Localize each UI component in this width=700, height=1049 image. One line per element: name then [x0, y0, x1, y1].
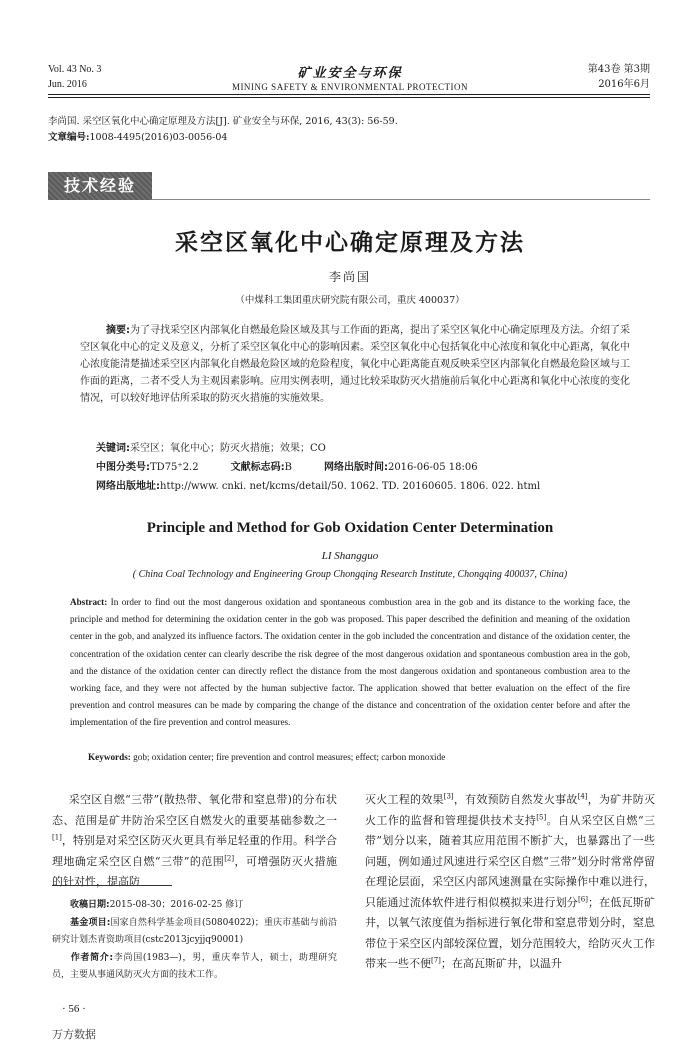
- fund-label: 基金项目:: [70, 917, 111, 928]
- abstract-en: [70, 594, 630, 732]
- keywords-cn-label: 关键词:: [96, 443, 130, 454]
- keywords-en-label: Keywords:: [88, 752, 131, 762]
- online-url-row: [96, 478, 636, 495]
- header-date-cn: 2016年6月: [598, 79, 650, 90]
- body-right-column: [365, 790, 655, 975]
- header-volume-cn: 第43卷 第3期: [587, 64, 650, 75]
- body-right-text-2: ，有效预防自然发火事故: [453, 793, 578, 806]
- header-journal: [200, 62, 500, 92]
- abstract-cn: [80, 322, 630, 407]
- clc-label: 中图分类号:: [96, 462, 150, 473]
- citation-ref: 李尚国. 采空区氧化中心确定原理及方法[J]. 矿业安全与环保, 2016, 43(3): 56-59.: [48, 116, 398, 127]
- doc-code-label: 文献标志码:: [230, 462, 285, 473]
- ref-5[interactable]: [5]: [536, 812, 547, 821]
- journal-name-cn: 矿业安全与环保: [297, 66, 403, 81]
- abstract-cn-label: 摘要:: [106, 325, 130, 336]
- ref-1[interactable]: [1]: [52, 833, 62, 842]
- ref-6[interactable]: [6]: [578, 894, 588, 903]
- footnote-fund: [52, 915, 337, 950]
- received-label: 收稿日期:: [70, 900, 110, 910]
- article-number-label: 文章编号:: [48, 132, 90, 143]
- pub-time-label: 网络出版时间:: [323, 462, 388, 473]
- article-number-value: 1008-4495(2016)03-0056-04: [89, 132, 228, 143]
- online-url-link[interactable]: http://www. cnki. net/kcms/detail/50. 1062. TD. 20160605. 1806. 022. html: [160, 481, 541, 492]
- section-tag: 技术经验: [48, 172, 152, 200]
- footnote-received: [52, 897, 337, 915]
- body-right-text-5: ；在低瓦斯矿井，以氧气浓度值为指标进行氧化带和窒息带划分时，窒息带位于采空区内部较深位置，划分范围较大，给防灭火工作带来一些不便: [365, 895, 656, 970]
- title-en: Principle and Method for Gob Oxidation Center Determination: [146, 520, 554, 536]
- body-right-text-1: 灭火工程的效果: [365, 793, 444, 806]
- header-rule-thin: [48, 97, 650, 98]
- body-right-text-6: ；在高瓦斯矿井，以温升: [440, 957, 562, 970]
- body-left-text-1: 采空区自燃“三带”(散热带、氧化带和窒息带)的分布状态、范围是矿井防治采空区自燃发火的重要基础参数之一: [52, 793, 337, 827]
- body-left-text-2: ，特别是对采空区防灭火更具有举足轻重的作用。科学合理地确定采空区自燃“三带”的范围: [52, 834, 337, 868]
- author-bio-label: 作者简介:: [70, 952, 114, 963]
- header-left: [48, 62, 101, 92]
- body-right-text-3: ，为矿井防灭火工作的监督和管理提供技术支持: [365, 793, 656, 827]
- body-left-text-3: ，可增强防灭火措施的针对性，提高防: [52, 854, 338, 888]
- header-date-en: Jun. 2016: [48, 79, 87, 90]
- footnote-author: [52, 950, 337, 985]
- keywords-cn-text: 采空区；氧化中心；防灭火措施；效果；CO: [130, 443, 326, 454]
- header-rule: [48, 94, 650, 95]
- abstract-cn-text: 为了寻找采空区内部氧化自燃最危险区域及其与工作面的距离，提出了采空区氧化中心确定原理及方法。介绍了采空区氧化中心的定义及意义，分析了采空区氧化中心的影响因素。采空区氧化中心包括氧化中心浓度和氧化中心距离，氧化中心浓度能清楚描述采空区内部氧化自燃最危险区域的危险程度，氧化中心距离能直观反映采空区内部氧化自燃最危险区域与工作面的距离，二者不受人为主观因素影响。应用实例表明，通过比较采取防灭火措施前后氧化中心距离和氧化中心浓度的变化情况，可以较好地评估所采取的防灭火措施的实施效果。: [80, 325, 630, 404]
- author-bio-value: 李尚国(1983—)，男，重庆奉节人，硕士，助理研究员，主要从事通风防灭火方面的技术工作。: [52, 952, 337, 980]
- body-right-text-4: 。自从采空区自燃“三带”划分以来，随着其应用范围不断扩大，也暴露出了一些问题，例如通过风速进行采空区自燃“三带”划分时常常停留在理论层面，采空区内部风速测量在实际操作中难以进行，只能通过流体软件进行相似模拟来进行划分: [365, 813, 656, 909]
- header-right: [588, 62, 650, 92]
- ref-7[interactable]: [7]: [431, 956, 441, 965]
- fund-value: 国家自然科学基金项目(50804022)；重庆市基础与前沿研究计划杰青资助项目(cstc2013jcyjjq90001): [52, 917, 337, 945]
- article-number: [48, 130, 398, 146]
- footnotes: [52, 897, 337, 985]
- ref-3[interactable]: [3]: [443, 792, 454, 801]
- citation-block: [48, 114, 398, 146]
- page-number: · 56 ·: [62, 1003, 86, 1015]
- keywords-en-text: gob; oxidation center; fire prevention and control measures; effect; carbon monoxide: [133, 752, 446, 762]
- ref-2[interactable]: [2]: [224, 853, 235, 862]
- keywords-en: [88, 752, 633, 762]
- online-url-label: 网络出版地址:: [96, 481, 160, 492]
- pub-time-value: 2016-06-05 18:06: [387, 462, 478, 473]
- received-value: 2015-08-30；2016-02-25 修订: [109, 900, 244, 910]
- abstract-en-label: Abstract:: [70, 597, 108, 607]
- clc-value: TD75⁺2.2: [150, 462, 199, 473]
- ref-4[interactable]: [4]: [577, 792, 588, 801]
- header-volume-en: Vol. 43 No. 3: [48, 64, 102, 75]
- journal-name-en: MINING SAFETY & ENVIRONMENTAL PROTECTION: [231, 82, 469, 92]
- author-en: LI Shangguo: [321, 550, 379, 562]
- affiliation-en: ( China Coal Technology and Engineering Group Chongqing Research Institute, Chongqing 400037, China): [132, 569, 568, 580]
- classification-row: [96, 459, 636, 476]
- author-cn: 李尚国: [328, 270, 371, 284]
- keywords-cn: [96, 440, 636, 457]
- body-left-column: [52, 790, 337, 893]
- abstract-en-text: In order to find out the most dangerous oxidation and spontaneous combustion area in the gob and its distance to the working face, the principle and method for determining the oxidation center in the gob was proposed. This paper described the definition and meaning of the oxidation center in the gob, and analyzed its influence factors. The oxidation center in the gob included the concentration and distance of the oxidation center, the concentration of the oxidation center can clearly describe the risk degree of the most dangerous oxidation and spontaneous combustion area in the gob, and the distance of the oxidation center can directly reflect the distance from the most dangerous oxidation and spontaneous combustion area to the working face, and they were not affected by the human subjective factor. The application showed that better evaluation on the effect of the fire prevention and control measures can be made by comparing the change of the distance and concentration of the oxidation center before and after the implementation of the fire prevention and control measures.: [70, 597, 631, 728]
- title-cn: 采空区氧化中心确定原理及方法: [175, 230, 525, 256]
- footnote-rule: [52, 885, 172, 886]
- affiliation-cn: （中煤科工集团重庆研究院有限公司，重庆 400037）: [235, 295, 465, 306]
- section-line: [152, 199, 650, 200]
- doc-code-value: B: [284, 462, 292, 473]
- watermark: 万方数据: [52, 1028, 96, 1041]
